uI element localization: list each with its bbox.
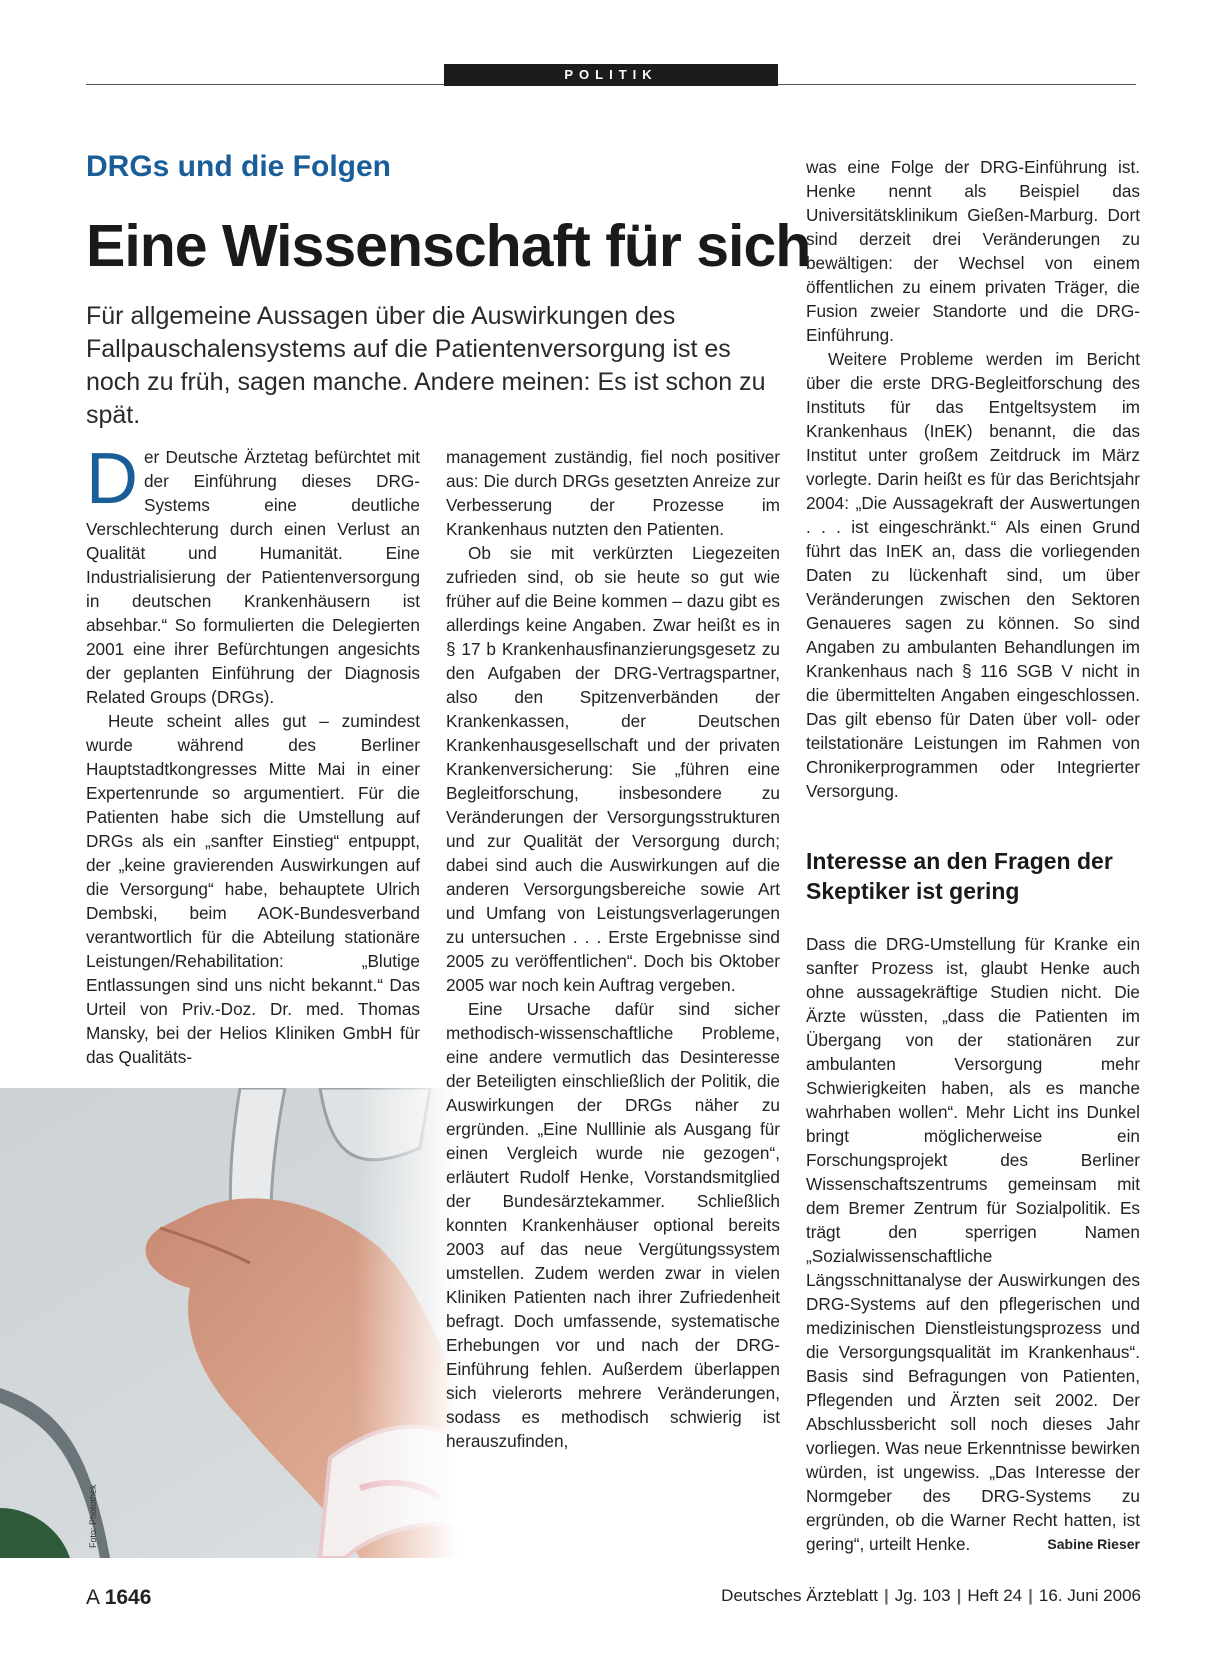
paragraph (806, 932, 1140, 1556)
paragraph: Eine Ursache dafür sind sicher methodisch-wissenschaftliche Probleme, eine andere vermutlich das Desinteresse der Beteiligten einschließlich der Politik, die Auswirkungen der DRGs näher zu ergründen. „Eine Nulllinie als Ausgang für einen Vergleich wurde nie gezogen“, erläutert Rudolf Henke, Vorstandsmitglied der Bundesärztekammer. Schließlich konnten Krankenhäuser optional bereits 2003 auf das neue Vergütungssystem umstellen. Zudem werden zwar in vielen Kliniken Patienten nach ihrer Zufriedenheit befragt. Doch umfassende, systematische Erhebungen vor und nach der DRG-Einführung fehlen. Außerdem überlappen sich vielerorts mehrere Veränderungen, sodass es methodisch schwierig ist herauszufinden, (446, 999, 780, 1451)
paragraph (86, 439, 420, 709)
journal-date: 16. Juni 2006 (1038, 1586, 1141, 1605)
paragraph-text: Dass die DRG-Umstellung für Kranke ein sanfter Prozess ist, glaubt Henke auch ohne aussagekräftige Studien nicht. Die Ärzte wüssten, „dass die Patienten im Übergang von der stationären zur ambulanten Versorgung mehr Schwierigkeiten haben, als es manche wahrhaben wollen“. Mehr Licht ins Dunkel bringt möglicherweise ein Forschungsprojekt des Berliner Wissenschaftszentrums gemeinsam mit dem Bremer Zentrum für Sozialpolitik. Es trägt den sperrigen Namen „Sozialwissenschaftliche Längsschnittanalyse der Auswirkungen des DRG-Systems auf den pflegerischen und medizinischen Dienstleistungsprozess und die Versorgungsqualität im Krankenhaus“. Basis sind Befragungen von Patienten, Pflegenden und Ärzten seit 2002. Der Abschlussbericht soll noch dieses Jahr vorliegen. Was neue Erkenntnisse bewirken würden, ist ungewiss. „Das Interesse der Normgeber des DRG-Systems zu ergründen, ob die Warner Recht hatten, ist gering“, urteilt Henke. (806, 934, 1140, 1554)
paragraph-text: er Deutsche Ärztetag befürchtet mit der Einführung dieses DRG-Systems eine deutliche Verschlechterung durch einen Verlust an Qualität und Humanität. Eine Industrialisierung der Patientenversorgung in deutschen Krankenhäusern ist absehbar.“ So formulierten die Delegierten 2001 eine ihrer Befürchtungen angesichts der geplanten Einführung der Diagnosis Related Groups (DRGs). (86, 447, 420, 707)
article-kicker: DRGs und die Folgen (86, 150, 391, 183)
drop-cap: D (86, 439, 138, 519)
separator: | (884, 1586, 889, 1605)
section-subheading: Interesse an den Fragen der Skeptiker ist gering (806, 848, 1113, 904)
column-1 (86, 439, 420, 1069)
separator: | (956, 1586, 962, 1605)
journal-issue: Heft 24 (967, 1586, 1023, 1605)
column-2 (446, 445, 780, 1453)
author-byline: Sabine Rieser (1047, 1536, 1140, 1552)
paragraph: management zuständig, fiel noch positiver aus: Die durch DRGs gesetzten Anreize zur Verbesserung der Prozesse im Krankenhaus nutzten den Patienten. (446, 447, 780, 539)
journal-info (721, 1586, 1141, 1606)
column-3-continued (806, 932, 1140, 1556)
photo-credit: Foto: Photothek (88, 1484, 98, 1548)
paragraph: was eine Folge der DRG-Einführung ist. Henke nennt als Beispiel das Universitätsklinikum Gießen-Marburg. Dort sind derzeit drei Veränderungen zu bewältigen: der Wechsel von einem öffentlichen zu einem privaten Träger, die Fusion zweier Standorte und die DRG-Einführung. (806, 157, 1140, 345)
article-lead: Für allgemeine Aussagen über die Auswirkungen des Fallpauschalensystems auf die Patientenversorgung ist es noch zu früh, sagen manche. Andere meinen: Es ist schon zu spät. (86, 302, 766, 429)
section-label: POLITIK (444, 64, 778, 86)
paragraph: Ob sie mit verkürzten Liegezeiten zufrieden sind, ob sie heute so gut wie früher auf die Beine kommen – dazu gibt es allerdings keine Angaben. Zwar heißt es in § 17 b Krankenhausfinanzierungsgesetz zu den Aufgaben der DRG-Vertragspartner, also den Spitzenverbänden der Krankenkassen, der Deutschen Krankenhausgesellschaft und der privaten Krankenversicherung: Sie „führen eine Begleitforschung, insbesondere zu Veränderungen der Versorgungsstrukturen und zur Qualität der Versorgung durch; dabei sind auch die Auswirkungen auf die anderen Versorgungsbereiche sowie Art und Umfang von Leistungsverlagerungen zu untersuchen . . . Erste Ergebnisse sind 2005 zu veröffentlichen“. Doch bis Oktober 2005 war noch kein Auftrag vergeben. (446, 543, 780, 995)
page-prefix: A (86, 1586, 99, 1609)
article-title: Eine Wissenschaft für sich (86, 213, 811, 279)
page-number-value: 1646 (104, 1586, 152, 1609)
paragraph: Heute scheint alles gut – zumindest wurde während des Berliner Hauptstadtkongresses Mitte Mai in einer Expertenrunde so argumentiert. Für die Patienten habe sich die Umstellung auf DRGs als ein „sanfter Einstieg“ entpuppt, der „keine gravierenden Auswirkungen auf die Versorgung“ habe, behauptete Ulrich Dembski, beim AOK-Bundesverband verantwortlich für die Abteilung stationäre Leistungen/Rehabilitation: „Blutige Entlassungen sind uns nicht bekannt.“ Das Urteil von Priv.-Doz. Dr. med. Thomas Mansky, bei der Helios Kliniken GmbH für das Qualitäts- (86, 711, 420, 1067)
journal-name: Deutsches Ärzteblatt (721, 1586, 879, 1605)
column-3 (806, 155, 1140, 803)
page-number (86, 1586, 151, 1610)
separator: | (1028, 1586, 1033, 1605)
paragraph: Weitere Probleme werden im Bericht über die erste DRG-Begleitforschung des Instituts für das Entgeltsystem im Krankenhaus (InEK) benannt, die das Institut unter großem Zeitdruck im März vorlegte. Darin heißt es für das Berichtsjahr 2004: „Die Aussagekraft der Auswertungen . . . ist eingeschränkt.“ Als einen Grund führt das InEK an, dass die vorliegenden Daten zu lückenhaft sind, um über Veränderungen zwischen den Sektoren Genaueres sagen zu können. So sind Angaben zu ambulanten Behandlungen im Krankenhaus nach § 116 SGB V nicht in die übermittelten Angaben eingeschlossen. Das gilt ebenso für Daten über voll- oder teilstationäre Leistungen im Rahmen von Chronikerprogrammen oder Integrierter Versorgung. (806, 349, 1140, 801)
journal-volume: Jg. 103 (894, 1586, 951, 1605)
